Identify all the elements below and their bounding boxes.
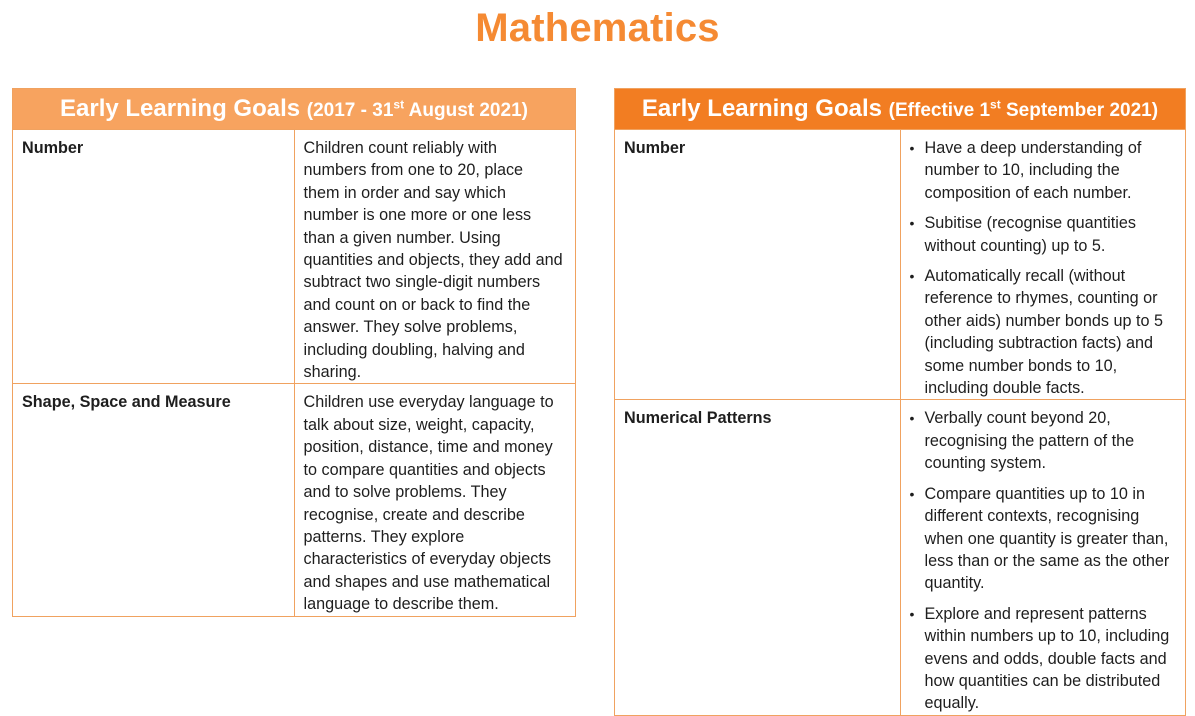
header-main: Early Learning Goals (60, 95, 301, 122)
list-item: • Compare quantities up to 10 in different contexts, recognising when one quantity is greater than, less than or the same as the other quantity. (909, 484, 1170, 593)
goals-table-2021-header (615, 89, 1186, 130)
row-label-number: Number (13, 130, 295, 384)
table-row (615, 400, 1186, 715)
bullet-icon: • (909, 605, 915, 622)
row-label-number: Number (615, 130, 901, 400)
list-item: • Explore and represent patterns within numbers up to 10, including evens and odds, double facts and how quantities can be distributed equally. (909, 604, 1170, 713)
list-item: • Have a deep understanding of number to 10, including the composition of each number. (909, 139, 1142, 202)
bullet-icon: • (909, 268, 915, 285)
table-row (13, 384, 576, 616)
row-description: Children count reliably with numbers from one to 20, place them in order and say which number is one more or one less than a given number. Using quantities and objects, they add and subtract two single-digit numbers and count on or back to find the answer. They solve problems, including doubling, halving and sharing. (294, 130, 576, 384)
header-sub: (2017 - 31st August 2021) (306, 97, 528, 121)
header-main: Early Learning Goals (641, 95, 882, 122)
table-row (13, 130, 576, 384)
list-item: • Subitise (recognise quantities without counting) up to 5. (909, 214, 1136, 255)
table-row (615, 130, 1186, 400)
bullet-icon: • (909, 215, 915, 232)
list-item: • Verbally count beyond 20, recognising the pattern of the counting system. (909, 409, 1135, 473)
bullet-icon: • (909, 485, 915, 502)
header-sub: (Effective 1st September 2021) (888, 97, 1159, 121)
row-bullet-list (900, 130, 1186, 400)
page-title: Mathematics (475, 6, 720, 50)
row-label-numerical-patterns: Numerical Patterns (615, 400, 901, 715)
row-label-shape-space-measure: Shape, Space and Measure (13, 384, 295, 616)
goals-table-2017 (12, 88, 576, 617)
goals-table-2017-header (13, 89, 576, 130)
row-description: Children use everyday language to talk about size, weight, capacity, position, distance, time and money to compare quantities and objects and to solve problems. They recognise, create and describe patterns. They explore characteristics of everyday objects and shapes and use mathematical language to describe them. (294, 384, 576, 616)
list-item: • Automatically recall (without reference to rhymes, counting or other aids) number bonds up to 5 (including subtraction facts) and some number bonds to 10, including double facts. (909, 267, 1163, 398)
bullet-icon: • (909, 410, 915, 427)
row-bullet-list (900, 400, 1186, 715)
bullet-icon: • (909, 140, 915, 156)
goals-table-2021 (614, 88, 1186, 716)
